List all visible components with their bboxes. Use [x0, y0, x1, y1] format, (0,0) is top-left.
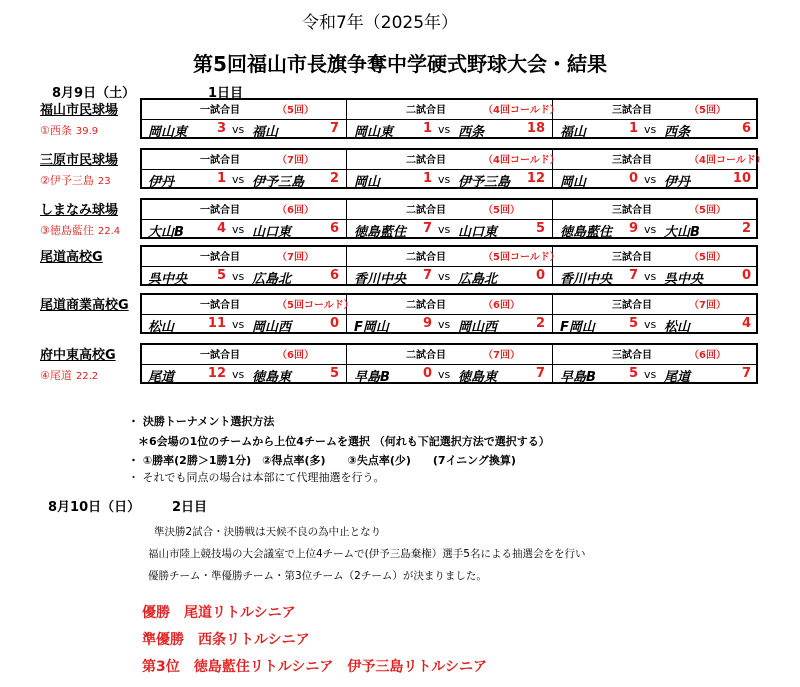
game-innings-note: （5回） — [277, 105, 314, 116]
home-team: 尾道 — [148, 370, 175, 385]
game-innings-note: （7回） — [689, 300, 726, 311]
venue-rank — [40, 122, 140, 138]
vs-label: vs — [232, 318, 245, 331]
game-innings-note: （5回コールド） — [277, 300, 354, 311]
game-label: 三試合目 — [612, 105, 652, 116]
home-score: 11 — [207, 316, 226, 331]
era-heading: 令和7年（2025年） — [301, 13, 459, 33]
venue-rank-rate: 22.4 — [97, 226, 121, 237]
result-winner: 優勝 尾道リトルシニア — [142, 605, 296, 621]
away-team: 徳島東 — [458, 370, 498, 385]
game-label: 一試合目 — [200, 350, 240, 361]
game-innings-note: （4回コールド） — [483, 155, 560, 166]
home-score: 0 — [628, 171, 638, 186]
game-innings-note: （6回） — [689, 350, 726, 361]
away-team: 広島北 — [252, 272, 292, 287]
vs-label: vs — [438, 270, 451, 283]
home-team: 岡山東 — [148, 125, 188, 140]
home-team: 福山 — [560, 125, 587, 140]
home-score: 5 — [628, 366, 638, 381]
home-score: 7 — [422, 221, 432, 236]
game-label: 三試合目 — [612, 205, 652, 216]
vs-label: vs — [438, 368, 451, 381]
vs-label: vs — [232, 270, 245, 283]
venue-results-box — [140, 148, 766, 190]
game-label: 二試合目 — [406, 205, 446, 216]
column-divider — [552, 345, 553, 382]
home-score: 3 — [216, 121, 226, 136]
game-innings-note: （5回コールド） — [483, 252, 560, 263]
away-score: 5 — [535, 221, 545, 236]
game-innings-note: （5回） — [689, 252, 726, 263]
home-score: 1 — [422, 171, 432, 186]
column-divider — [346, 247, 347, 284]
home-team: 岡山 — [560, 175, 587, 190]
game-innings-note: （4回コールド） — [483, 105, 560, 116]
column-divider — [346, 100, 347, 137]
result-third: 第3位 徳島藍住リトルシニア 伊予三島リトルシニア — [142, 659, 488, 675]
day1-date: 8月9日（土） — [52, 86, 136, 101]
home-score: 1 — [422, 121, 432, 136]
home-score: 1 — [216, 171, 226, 186]
venue-rank-team: ②伊予三島 — [40, 174, 94, 187]
away-score: 10 — [732, 171, 751, 186]
away-score: 0 — [535, 268, 545, 283]
venue-name: 府中東高校G — [40, 348, 116, 363]
game-label: 一試合目 — [200, 155, 240, 166]
home-team: 呉中央 — [148, 272, 188, 287]
away-score: 12 — [526, 171, 545, 186]
vs-label: vs — [438, 123, 451, 136]
home-score: 7 — [422, 268, 432, 283]
game-innings-note: （7回） — [277, 155, 314, 166]
row-divider — [142, 314, 756, 315]
game-innings-note: （5回） — [689, 105, 726, 116]
game-label: 三試合目 — [612, 300, 652, 311]
vs-label: vs — [644, 123, 657, 136]
away-team: 松山 — [664, 320, 691, 335]
venue-results-box — [140, 293, 758, 334]
venue-results-box — [140, 245, 758, 286]
game-innings-note: （6回） — [277, 350, 314, 361]
column-divider — [552, 295, 553, 332]
away-team: 西条 — [664, 125, 691, 140]
game-label: 二試合目 — [406, 350, 446, 361]
away-score: 0 — [329, 316, 339, 331]
vs-label: vs — [644, 318, 657, 331]
day2-date: 8月10日（日） — [48, 500, 141, 515]
home-score: 7 — [628, 268, 638, 283]
home-team: 香川中央 — [354, 272, 407, 287]
vs-label: vs — [232, 368, 245, 381]
game-label: 三試合目 — [612, 350, 652, 361]
venue-name: 尾道商業高校G — [40, 298, 129, 313]
column-divider — [552, 200, 553, 237]
game-label: 二試合目 — [406, 105, 446, 116]
selection-heading: ・ 決勝トーナメント選択方法 — [128, 415, 275, 428]
row-divider — [142, 266, 756, 267]
away-team: 大山B — [664, 225, 700, 240]
game-innings-note: （7回） — [483, 350, 520, 361]
venue-rank-team: ①西条 — [40, 124, 72, 137]
game-label: 二試合目 — [406, 300, 446, 311]
row-divider — [142, 364, 756, 365]
venue-name: しまなみ球場 — [40, 203, 119, 218]
away-score: 7 — [329, 121, 339, 136]
away-team: 山口東 — [458, 225, 498, 240]
day2-text-3: 優勝チーム・準優勝チーム・第3位チーム（2チーム）が決まりました。 — [148, 570, 487, 582]
venue-results-box — [140, 198, 758, 239]
column-divider — [346, 345, 347, 382]
home-score: 9 — [422, 316, 432, 331]
home-team: F岡山 — [560, 320, 595, 335]
home-score: 12 — [207, 366, 226, 381]
home-team: 徳島藍住 — [354, 225, 407, 240]
away-team: 呉中央 — [664, 272, 704, 287]
away-score: 2 — [329, 171, 339, 186]
column-divider — [346, 200, 347, 237]
home-score: 4 — [216, 221, 226, 236]
game-label: 一試合目 — [200, 300, 240, 311]
home-team: 松山 — [148, 320, 175, 335]
game-label: 二試合目 — [406, 155, 446, 166]
vs-label: vs — [644, 173, 657, 186]
away-team: 岡山西 — [252, 320, 292, 335]
venue-rank-team: ③徳島藍住 — [40, 224, 94, 237]
venue-results-box — [140, 98, 758, 139]
selection-tiebreak: ・ それでも同点の場合は本部にて代理抽選を行う。 — [128, 471, 385, 484]
away-team: 伊予三島 — [458, 175, 511, 190]
away-team: 福山 — [252, 125, 279, 140]
away-team: 伊丹 — [664, 175, 691, 190]
vs-label: vs — [438, 173, 451, 186]
away-score: 18 — [526, 121, 545, 136]
away-score: 6 — [329, 221, 339, 236]
home-team: 大山B — [148, 225, 184, 240]
home-team: 徳島藍住 — [560, 225, 613, 240]
row-divider — [142, 119, 756, 120]
home-team: F岡山 — [354, 320, 389, 335]
away-team: 岡山西 — [458, 320, 498, 335]
game-label: 一試合目 — [200, 105, 240, 116]
away-team: 山口東 — [252, 225, 292, 240]
away-team: 尾道 — [664, 370, 691, 385]
home-team: 早島B — [354, 370, 390, 385]
day2-text-1: 準決勝2試合・決勝戦は天候不良の為中止となり — [154, 526, 382, 538]
venue-name: 三原市民球場 — [40, 153, 119, 168]
home-team: 香川中央 — [560, 272, 613, 287]
away-team: 西条 — [458, 125, 485, 140]
home-score: 5 — [216, 268, 226, 283]
game-innings-note: （4回コールド） — [689, 155, 766, 166]
home-team: 岡山 — [354, 175, 381, 190]
venue-rank-team: ④尾道 — [40, 369, 72, 382]
vs-label: vs — [232, 223, 245, 236]
venue-rank-rate: 39.9 — [75, 126, 99, 137]
vs-label: vs — [644, 270, 657, 283]
game-innings-note: （5回） — [483, 205, 520, 216]
result-runner-up: 準優勝 西条リトルシニア — [142, 632, 310, 648]
away-team: 広島北 — [458, 272, 498, 287]
venue-rank — [40, 222, 140, 238]
vs-label: vs — [438, 318, 451, 331]
vs-label: vs — [232, 173, 245, 186]
away-team: 徳島東 — [252, 370, 292, 385]
selection-rule: ＊6会場の1位のチームから上位4チームを選択 （何れも下記選択方法で選択する） — [138, 435, 550, 448]
venue-name: 福山市民球場 — [40, 103, 119, 118]
column-divider — [346, 150, 347, 187]
home-score: 0 — [422, 366, 432, 381]
venue-rank-rate: 22.2 — [75, 371, 99, 382]
row-divider — [142, 219, 756, 220]
venue-results-box — [140, 343, 758, 384]
game-label: 三試合目 — [612, 155, 652, 166]
row-divider — [142, 169, 756, 170]
away-score: 5 — [329, 366, 339, 381]
away-score: 0 — [741, 268, 751, 283]
home-score: 9 — [628, 221, 638, 236]
venue-rank-rate: 23 — [97, 176, 111, 187]
game-innings-note: （6回） — [277, 205, 314, 216]
vs-label: vs — [438, 223, 451, 236]
away-score: 7 — [535, 366, 545, 381]
day1-label: 1日目 — [208, 86, 244, 101]
day2-text-2: 福山市陸上競技場の大会議室で上位4チームで(伊予三島棄権）選手5名による抽選会をを行い — [148, 548, 586, 560]
away-score: 2 — [535, 316, 545, 331]
home-team: 伊丹 — [148, 175, 175, 190]
game-innings-note: （6回） — [483, 300, 520, 311]
away-team: 伊予三島 — [252, 175, 305, 190]
away-score: 6 — [741, 121, 751, 136]
vs-label: vs — [644, 368, 657, 381]
game-label: 一試合目 — [200, 252, 240, 263]
away-score: 7 — [741, 366, 751, 381]
vs-label: vs — [644, 223, 657, 236]
home-score: 5 — [628, 316, 638, 331]
home-score: 1 — [628, 121, 638, 136]
page-title: 第5回福山市長旗争奪中学硬式野球大会・結果 — [193, 52, 607, 76]
venue-rank — [40, 172, 140, 188]
game-label: 一試合目 — [200, 205, 240, 216]
vs-label: vs — [232, 123, 245, 136]
home-team: 早島B — [560, 370, 596, 385]
away-score: 6 — [329, 268, 339, 283]
venue-name: 尾道高校G — [40, 250, 103, 265]
game-innings-note: （7回） — [277, 252, 314, 263]
venue-rank — [40, 367, 140, 383]
away-score: 4 — [741, 316, 751, 331]
away-score: 2 — [741, 221, 751, 236]
game-label: 二試合目 — [406, 252, 446, 263]
game-innings-note: （5回） — [689, 205, 726, 216]
game-label: 三試合目 — [612, 252, 652, 263]
day2-label: 2日目 — [172, 500, 208, 515]
selection-criteria: ・ ①勝率(2勝＞1勝1分) ②得点率(多) ③失点率(少) (7イニング換算) — [128, 454, 516, 467]
home-team: 岡山東 — [354, 125, 394, 140]
